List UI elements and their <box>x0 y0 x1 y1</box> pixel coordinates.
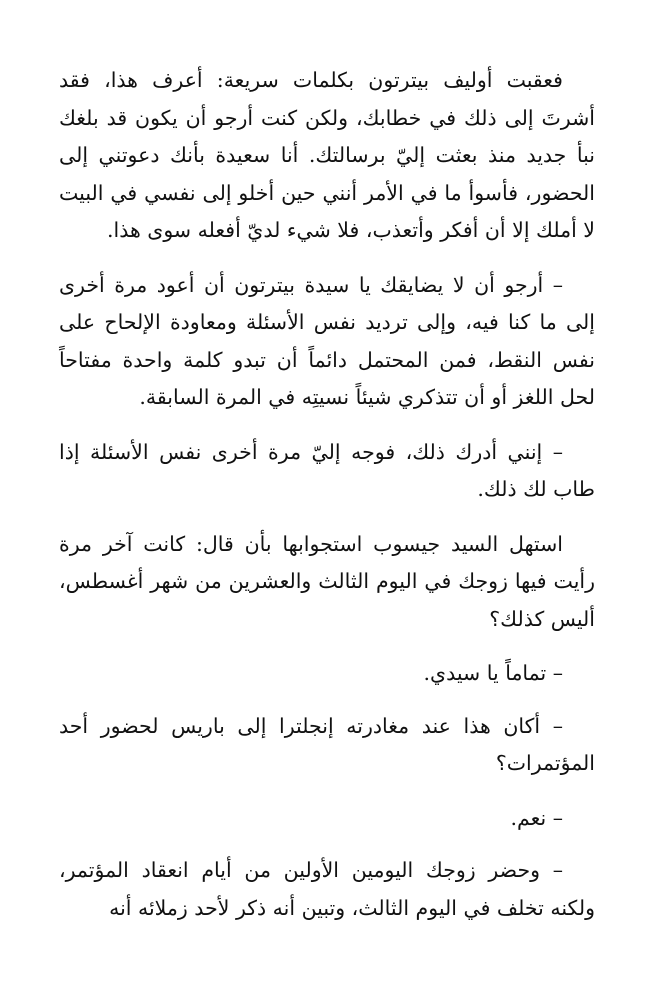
paragraph-conference-days: – وحضر زوجك اليومين الأولين من أيام انعقاد المؤتمر، ولكنه تخلف في اليوم الثالث، وتبين أنه ذكر لأحد زملائه أنه <box>59 858 595 920</box>
paragraph-ask-again: – إنني أدرك ذلك، فوجه إليّ مرة أخرى نفس الأسئلة إذا طاب لك ذلك. <box>59 439 595 501</box>
paragraph-exactly: – تماماً يا سيدي. <box>423 661 563 685</box>
paragraph-olive-reply: فعقبت أوليف بيترتون بكلمات سريعة: أعرف هذا، فقد أشرتَ إلى ذلك في خطابك، ولكن كنت أرجو أن يكون قد بلغك نبأ جديد منذ بعثت إليّ برسالتك. أنا سعيدة بأنك دعوتني إلى الحضور، فأسوأ ما في الأمر أنني حين أخلو إلى نفسي في البيت لا أملك إلا أن أفكر وأتعذب، فلا شيء لديّ أفعله سوى هذا. <box>59 68 595 242</box>
paragraph-questions-again: – أرجو أن لا يضايقك يا سيدة بيترتون أن أعود مرة أخرى إلى ما كنا فيه، وإلى ترديد نفس الأسئلة ومعاودة الإلحاح على نفس النقط، فمن المحتمل دائماً أن تبدو كلمة واحدة مفتاحاً لحل اللغز أو أن تتذكري شيئاً نسيتِه في المرة السابقة. <box>59 272 595 409</box>
paragraph-jessop-question: استهل السيد جيسوب استجوابها بأن قال: كانت آخر مرة رأيت فيها زوجك في اليوم الثالث والعشرين من شهر أغسطس، أليس كذلك؟ <box>59 531 595 631</box>
paragraph-paris-conference: – أكان هذا عند مغادرته إنجلترا إلى باريس لحضور أحد المؤتمرات؟ <box>59 713 595 775</box>
book-page <box>59 62 595 944</box>
paragraph-yes: – نعم. <box>510 805 563 830</box>
